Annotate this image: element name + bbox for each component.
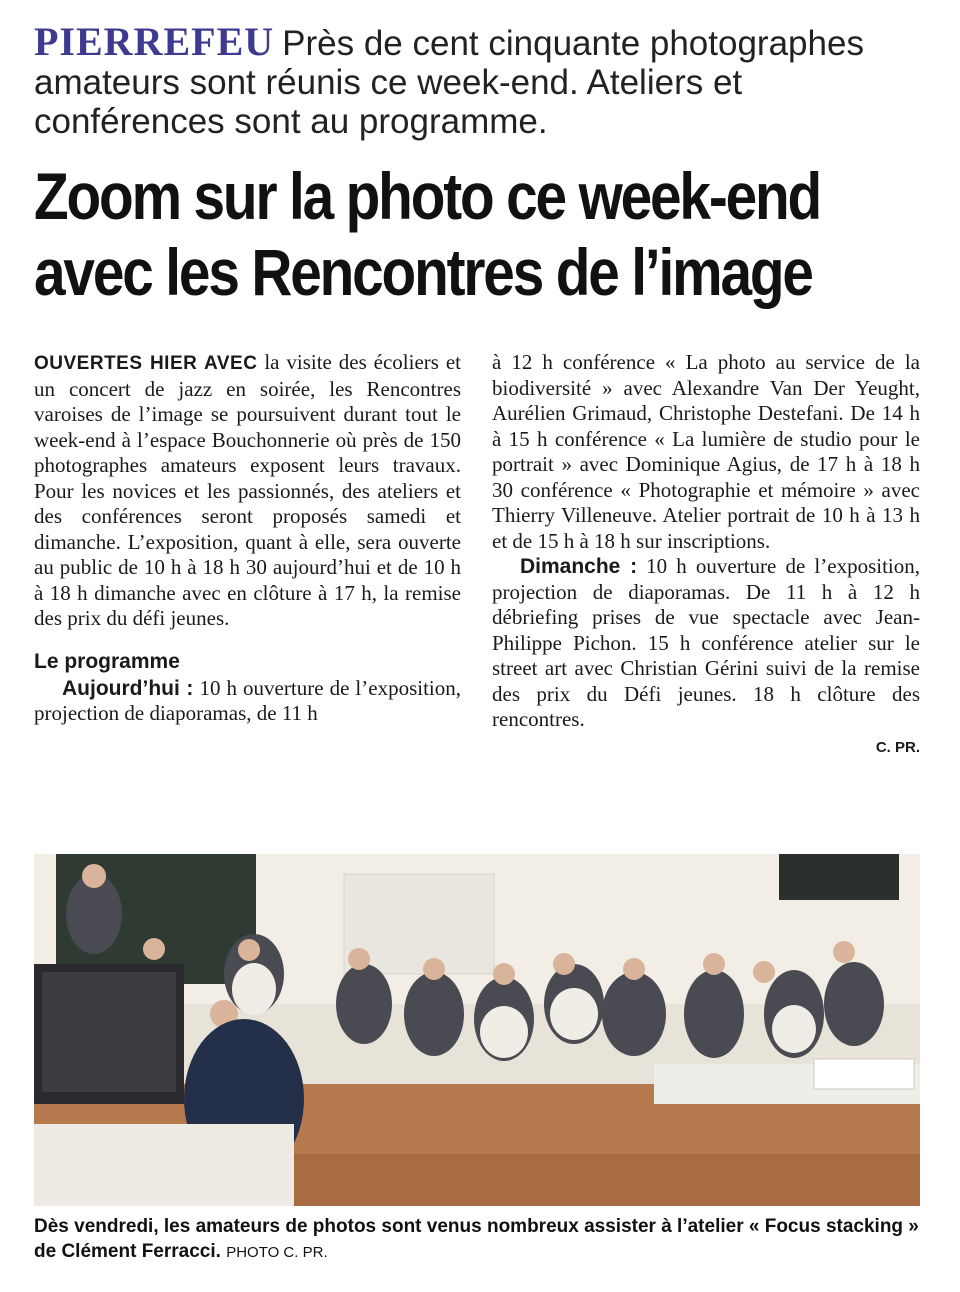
intro-paragraph [34,350,461,632]
today-text-part2: à 12 h conférence « La photo au service de la biodiversité » avec Alexandre Van Der Yeught, Aurélien Grimaud, Christophe Destefani. De 14 h à 15 h conférence « La lumière de studio pour le portrait » avec Dominique Agius, de 17 h à 18 h 30 conférence « Photographie et mémoire » avec Thierry Villeneuve. Atelier portrait de 10 h à 13 h et de 15 h à 18 h sur inscriptions. [492,350,920,553]
kicker-text: Près de cent cinquante photographes amateurs sont réunis ce week-end. Ateliers et conférences sont au programme. [34,24,864,141]
today-label: Aujourd’hui : [62,676,194,700]
article-headline [34,158,821,310]
article-kicker [34,19,934,141]
program-sunday [492,554,920,733]
sunday-label: Dimanche : [520,555,638,578]
program-subhead: Le programme [34,649,180,673]
photo-credit: PHOTO C. PR. [226,1244,328,1261]
program-today-continued [492,350,920,554]
location-label: PIERREFEU [34,19,275,64]
intro-text: la visite des écoliers et un concert de jazz en soirée, les Rencontres varoises de l’image se poursuivent durant tout le week-end à l’espace Bouchonnerie où près de 150 photographes amateurs exposent leurs travaux. Pour les novices et les passionnés, des ateliers et des conférences seront proposés samedi et dimanche. L’exposition, quant à elle, sera ouverte au public de 10 h à 18 h 30 aujourd’hui et de 10 h à 18 h dimanche avec en clôture à 17 h, la remise des prix du défi jeunes. [34,350,461,630]
author-credit: C. PR. [875,738,920,756]
caption-text: Dès vendredi, les amateurs de photos sont venus nombreux assister à l’atelier « Focus stacking » de Clément Ferracci. [34,1216,919,1262]
article-photo [34,854,920,1206]
article-column-left [34,350,461,727]
headline-line-1: Zoom sur la photo ce week-end [34,159,821,233]
article-column-right [492,350,920,760]
lead-in: OUVERTES HIER AVEC [34,353,258,374]
headline-line-2: avec les Rencontres de l’image [34,235,812,309]
program-today [34,676,461,727]
workshop-photo-illustration [34,854,920,1206]
sunday-text: 10 h ouverture de l’exposition, projection de diaporamas. De 11 h à 12 h débriefing prises de vue spectacle avec Jean-Philippe Pichon. 15 h conférence atelier sur le street art avec Christian Gérini suivi de la remise des prix du Défi jeunes. 18 h clôture des rencontres. [492,554,920,731]
today-text-part1: 10 h ouverture de l’exposition, projection de diaporamas, de 11 h [34,675,462,725]
photo-caption [34,1214,920,1265]
